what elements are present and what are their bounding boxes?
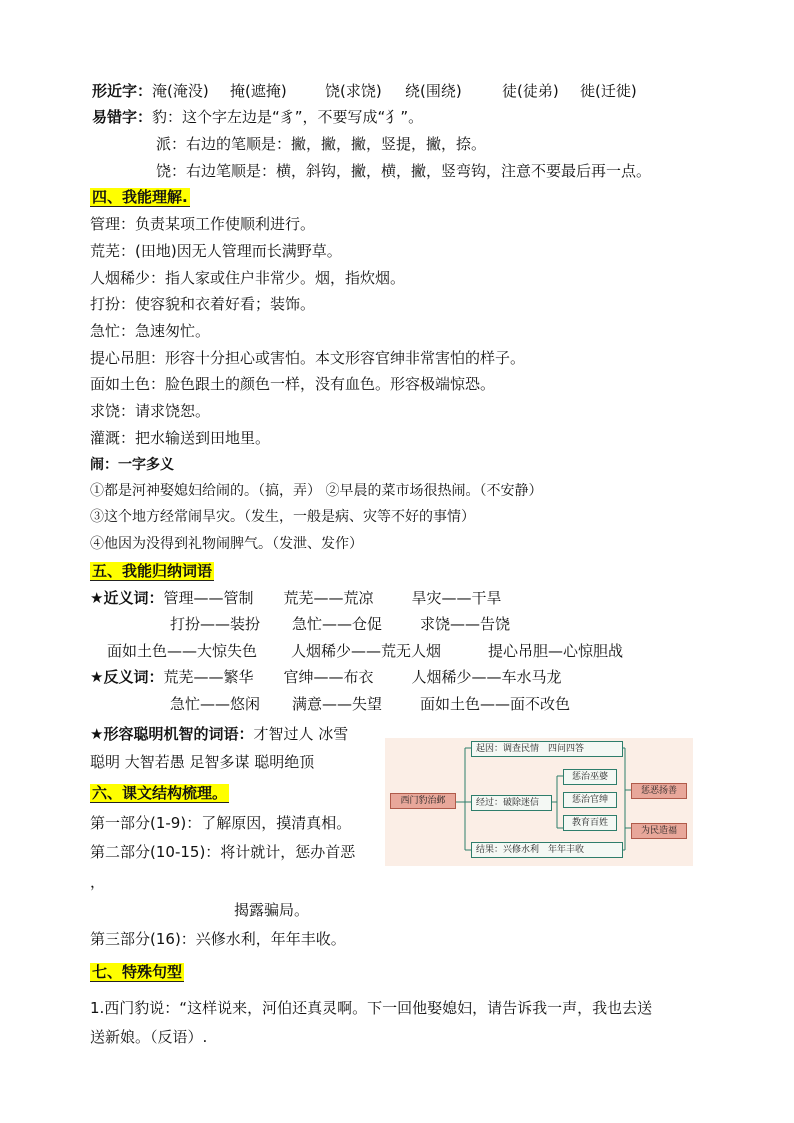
smart-words-line-2: 聪明 大智若愚 足智多谋 聪明绝顶 — [90, 753, 315, 771]
section-6-title: 六、课文结构梳理。 — [92, 784, 228, 802]
structure-part-3: 第三部分(16)：兴修水利，年年丰收。 — [90, 930, 346, 948]
synonym-pair: 旱灾——干旱 — [411, 589, 502, 607]
definition-line: 管理：负责某项工作使顺利进行。 — [90, 215, 316, 233]
similar-chars-label: 形近字： — [92, 82, 153, 100]
diagram-result-node: 结果：兴修水利 年年丰收 — [471, 842, 623, 858]
diagram-outcome-node: 为民造福 — [631, 823, 687, 839]
section-6-heading — [90, 783, 229, 803]
section-7-heading — [90, 962, 184, 982]
antonym-label: ★反义词： — [90, 668, 164, 686]
polysemy-line: ④他因为没得到礼物闹脾气。（发泄、发作） — [90, 536, 363, 552]
smart-words-label: ★形容聪明机智的词语： — [90, 725, 254, 743]
diagram-process-node: 经过：破除迷信 — [471, 795, 552, 811]
definition-line: 打扮：使容貌和衣着好看；装饰。 — [90, 295, 316, 313]
antonym-pair: 急忙——悠闲 — [170, 695, 261, 713]
similar-item: 掩(遮掩) — [230, 82, 287, 100]
synonym-row — [170, 614, 510, 634]
synonym-pair: 面如土色——大惊失色 — [107, 642, 258, 660]
polysemy-line: ①都是河神娶媳妇给闹的。（搞，弄） ②早晨的菜市场很热闹。（不安静） — [90, 483, 543, 499]
sentence-1-line-2: 送新娘。（反语）. — [90, 1028, 208, 1046]
synonym-pair: 求饶——告饶 — [420, 615, 511, 633]
section-7-title: 七、特殊句型 — [92, 963, 183, 981]
definition-line: 面如土色：脸色跟土的颜色一样，没有血色。形容极端惊恐。 — [90, 375, 496, 393]
definition-line: 求饶：请求饶恕。 — [90, 402, 211, 420]
error-prone-line-3: 饶：右边笔顺是：横，斜钩，撇，横，撇，竖弯钩，注意不要最后再一点。 — [156, 162, 652, 180]
diagram-outcome-node: 惩恶扬善 — [631, 783, 687, 799]
antonym-pair: 人烟稀少——车水马龙 — [411, 668, 562, 686]
sentence-1-line-1: 1.西门豹说：“这样说来，河伯还真灵啊。下一回他娶媳妇，请告诉我一声，我也去送 — [90, 999, 653, 1017]
synonym-pair: 管理——管制 — [163, 589, 254, 607]
synonym-pair: 提心吊胆—心惊胆战 — [488, 642, 624, 660]
similar-item: 淹(淹没) — [152, 82, 209, 100]
section-5-title: 五、我能归纳词语 — [92, 562, 213, 580]
similar-item: 饶(求饶) — [325, 82, 382, 100]
similar-item: 绕(围绕) — [405, 82, 462, 100]
synonym-row — [107, 641, 623, 661]
synonym-label: ★近义词： — [90, 589, 164, 607]
polysemy-title: 闹：一字多义 — [90, 457, 174, 473]
antonym-pair: 面如土色——面不改色 — [420, 695, 571, 713]
diagram-root-node: 西门豹治邺 — [390, 793, 456, 809]
antonym-pair: 满意——失望 — [292, 695, 383, 713]
synonym-pair: 急忙——仓促 — [292, 615, 383, 633]
definition-line: 灌溉：把水输送到田地里。 — [90, 429, 271, 447]
synonym-pair: 人烟稀少——荒无人烟 — [291, 642, 442, 660]
error-prone-line-1 — [92, 107, 423, 127]
structure-part-2-cont: 揭露骗局。 — [234, 901, 310, 919]
synonym-row — [90, 588, 501, 608]
smart-words-text: 才智过人 冰雪 — [253, 725, 349, 743]
diagram-sub-node: 教育百姓 — [563, 815, 617, 831]
definition-line: 人烟稀少：指人家或住户非常少。烟，指炊烟。 — [90, 269, 406, 287]
similar-item: 徒(徒弟) — [502, 82, 559, 100]
definition-line: 急忙：急速匆忙。 — [90, 322, 211, 340]
section-4-heading — [90, 187, 190, 207]
smart-words-line-1 — [90, 724, 348, 744]
structure-part-1: 第一部分(1-9)：了解原因，摸清真相。 — [90, 814, 352, 832]
diagram-sub-node: 惩治官绅 — [563, 792, 617, 808]
diagram-sub-node: 惩治巫婆 — [563, 769, 617, 785]
antonym-row — [90, 667, 561, 687]
error-prone-text: 豹：这个字左边是“豸”，不要写成“犭”。 — [152, 108, 424, 126]
structure-part-2: 第二部分(10-15)：将计就计，惩办首恶 — [90, 843, 356, 861]
similar-item: 徙(迁徙) — [580, 82, 637, 100]
antonym-pair: 荒芜——繁华 — [163, 668, 254, 686]
section-5-heading — [90, 561, 214, 581]
error-prone-line-2: 派：右边的笔顺是：撇，撇，撇，竖提，撇，捺。 — [156, 135, 487, 153]
structure-comma: ， — [90, 873, 106, 891]
structure-diagram — [385, 738, 693, 866]
synonym-pair: 打扮——装扮 — [170, 615, 261, 633]
diagram-cause-node: 起因：调查民情 四问四答 — [471, 741, 623, 757]
antonym-row — [170, 694, 570, 714]
similar-chars-line — [92, 81, 637, 101]
error-prone-label: 易错字： — [92, 108, 153, 126]
antonym-pair: 官绅——布衣 — [283, 668, 374, 686]
synonym-pair: 荒芜——荒凉 — [283, 589, 374, 607]
definition-line: 提心吊胆：形容十分担心或害怕。本文形容官绅非常害怕的样子。 — [90, 349, 526, 367]
polysemy-line: ③这个地方经常闹旱灾。（发生，一般是病、灾等不好的事情） — [90, 509, 475, 525]
section-4-title: 四、我能理解. — [92, 188, 188, 206]
definition-line: 荒芜：(田地)因无人管理而长满野草。 — [90, 242, 342, 260]
